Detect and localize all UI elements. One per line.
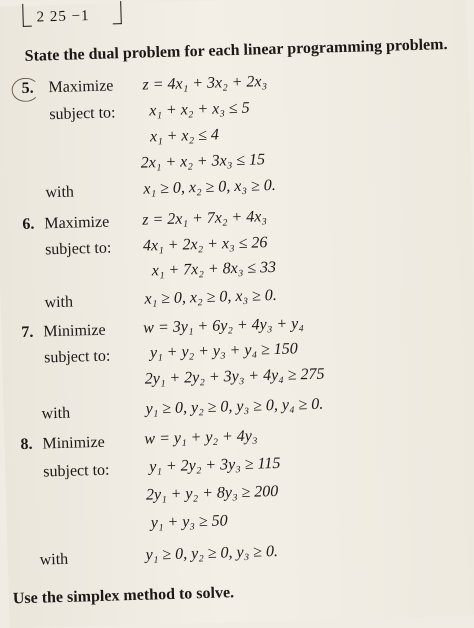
problem-7-objective: w = 3y₁ + 6y₂ + 4y₃ + y₄	[143, 315, 305, 337]
problem-7-with-keyword: with	[41, 404, 71, 423]
problem-5-number: 5.	[21, 79, 34, 97]
problem-8-nonnegativity: y₁ ≥ 0, y₂ ≥ 0, y₃ ≥ 0.	[145, 542, 279, 564]
problem-5-constraint-2: x₁ + x₂ ≤ 4	[149, 126, 220, 146]
problem-7-objective-keyword: Minimize	[43, 321, 106, 341]
problem-6-objective: z = 2x₁ + 7x₂ + 4x₃	[142, 208, 268, 229]
problem-5-constraint-1: x₁ + x₂ + x₃ ≤ 5	[149, 99, 250, 120]
problem-5-subject-keyword: subject to:	[49, 104, 116, 124]
problem-8-subject-keyword: subject to:	[43, 461, 110, 481]
problem-8-number: 8.	[20, 435, 33, 454]
problem-8-with-keyword: with	[39, 550, 69, 569]
problem-6-with-keyword: with	[44, 293, 74, 312]
matrix-row: 2 25 −1	[36, 8, 90, 26]
problem-5-with-keyword: with	[45, 183, 75, 202]
matrix-left-bracket	[22, 4, 32, 27]
instruction-heading: State the dual problem for each linear programming problem.	[24, 36, 448, 65]
problem-6-objective-keyword: Maximize	[44, 213, 110, 233]
problem-6-constraint-2: x₁ + 7x₂ + 8x₃ ≤ 33	[151, 258, 277, 280]
problem-8-constraint-1: y₁ + 2y₂ + 3y₃ ≥ 115	[148, 454, 281, 476]
problem-5-constraint-3: 2x₁ + x₂ + 3x₃ ≤ 15	[140, 151, 266, 172]
problem-6-constraint-1: 4x₁ + 2x₂ + x₃ ≤ 26	[142, 234, 268, 255]
problem-8-objective-keyword: Minimize	[42, 433, 105, 453]
problem-7-subject-keyword: subject to:	[43, 347, 111, 367]
problem-8-objective: w = y₁ + y₂ + 4y₃	[144, 427, 258, 448]
problem-7-constraint-2: 2y₁ + 2y₂ + 3y₃ + 4y₄ ≥ 275	[144, 365, 325, 388]
problem-5-objective: z = 4x₁ + 3x₂ + 2x₃	[142, 73, 268, 94]
simplex-instruction: Use the simplex method to solve.	[12, 584, 235, 608]
problem-8-constraint-3: y₁ + y₃ ≥ 50	[150, 512, 228, 532]
matrix-right-bracket	[112, 1, 122, 24]
problem-6-subject-keyword: subject to:	[44, 239, 112, 259]
problem-5-nonnegativity: x₁ ≥ 0, x₂ ≥ 0, x₃ ≥ 0.	[143, 176, 276, 198]
problem-6-number: 6.	[22, 215, 35, 233]
problem-7-nonnegativity: y₁ ≥ 0, y₂ ≥ 0, y₃ ≥ 0, y₄ ≥ 0.	[145, 395, 324, 418]
problem-5-objective-keyword: Maximize	[48, 77, 114, 97]
problem-7-constraint-1: y₁ + y₂ + y₃ + y₄ ≥ 150	[149, 340, 299, 362]
problem-7-number: 7.	[21, 323, 34, 342]
problem-8-constraint-2: 2y₁ + y₂ + 8y₃ ≥ 200	[145, 482, 279, 504]
problem-6-nonnegativity: x₁ ≥ 0, x₂ ≥ 0, x₃ ≥ 0.	[144, 286, 278, 308]
